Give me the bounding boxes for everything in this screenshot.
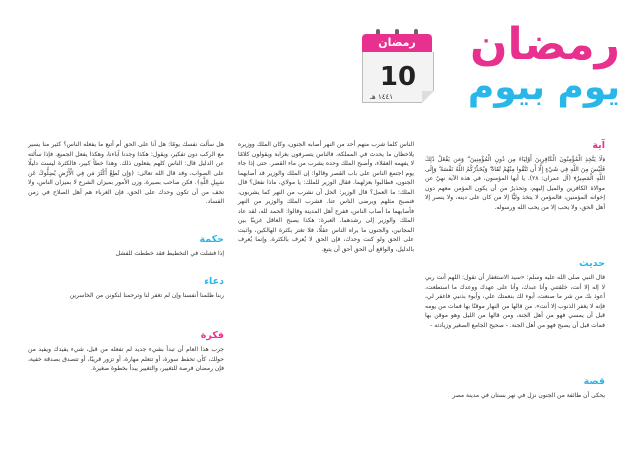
idea-text: جرب هذا العام أن تبدأ بشيء جديد لم تفعله من قبل، شيء يفيدك ويفيد من حولك، كأن تحفظ سورة، أو تتعلم مهارة، أو تزور قريبًا، أو تتصدق بصدقة خفية، فإن رمضان فرصة للتغيير، والتغيير يبدأ بخطوة صغيرة. [28,346,224,372]
hadith-title: حديث [579,258,605,269]
story-text-continued: الناس كلما شرب منهم أحد من النهر أصابه الجنون، وكان الملك ووزيره يلاحظان ما يحدث في المملكة، فالناس يتصرفون بغرابة ويقولون كلامًا لا يفهمه العقلاء، وأصبح الملك وحده يشرب من ماء القصر. حتى إذا جاء يوم اجتمع الناس على باب القصر وقالوا: إن الملك والوزير قد أصابهما الجنون، فطالبوا بعزلهما. فقال الوزير للملك: يا مولاي، ماذا نفعل؟ قال الملك: ما العمل؟ قال الوزير: الحل أن نشرب من النهر كما يشربون، فنصبح مثلهم ويرضى الناس عنا. فشرب الملك والوزير من النهر فأصابهما ما أصاب الناس، ففرح أهل المدينة وقالوا: الحمد لله، لقد عاد الملك والوزير إلى رشدهما. العبرة: هكذا يصبح العاقل غريبًا بين المجانين، والجنون ما يراه الناس عقلًا، فلا تغتر بكثرة الهالكين، واثبت على الحق ولو كنت وحدك، فإن الحق لا يُعرف بالكثرة، وإنما يُعرف بالدليل، والواقع أن الحق أحق أن يتبع. [238,141,414,253]
header-title: رمضان [469,19,620,70]
calendar-label: رمضان [362,34,432,52]
header-subtitle: يوم بيوم [467,67,620,108]
dua-text: ربنا ظلمنا أنفسنا وإن لم تغفر لنا وترحمنا لنكونن من الخاسرين [69,292,224,299]
wisdom-text: إذا فشلت في التخطيط فقد خططت للفشل [115,250,224,257]
ayah-text: ﴿لَا يَتَّخِذِ الْمُؤْمِنُونَ الْكَافِرِينَ أَوْلِيَاءَ مِن دُونِ الْمُؤْمِنِينَ ۖ وَمَن يَفْعَلْ ذَٰلِكَ فَلَيْسَ مِنَ اللَّهِ فِي شَيْءٍ إِلَّا أَن تَتَّقُوا مِنْهُمْ تُقَاةً ۗ وَيُحَذِّرُكُمُ اللَّهُ نَفْسَهُ ۗ وَإِلَى اللَّهِ الْمَصِيرُ﴾ (آل عمران: ٢٨). يا أيها المؤمنون، في هذه الآية نهيٌ عن موالاة الكافرين والميل إليهم، وتحذيرٌ من أن يكون المؤمن معهم دون إخوانه المؤمنين، فالمؤمن لا يتخذ وليًّا إلا من كان على دينه، ولا ينصر إلا أهل الحق، ولا يحب إلا من يحب الله ورسوله. [425,156,605,211]
calendar-day: 10 [379,62,417,92]
calendar-icon [362,34,432,100]
story-text-start: يحكى أن طائفة من الجنون نزل في نهر بستان في مدينة مصر [452,392,605,399]
wisdom-title: حكمة [199,234,224,245]
idea-title: فكرة [200,330,224,341]
page-curl-icon [422,91,434,103]
story-title: قصة [583,376,605,387]
middle-column [238,140,414,254]
hadith-text: قال النبي صلى الله عليه وسلم: «سيد الاستغفار أن تقول: اللهم أنت ربي لا إله إلا أنت، خلقتني وأنا عبدك، وأنا على عهدك ووعدك ما استطعت، أعوذ بك من شر ما صنعت، أبوء لك بنعمتك علي، وأبوء بذنبي فاغفر لي، فإنه لا يغفر الذنوب إلا أنت». من قالها من النهار موقنًا بها فمات من يومه قبل أن يمسي فهو من أهل الجنة، ومن قالها من الليل وهو موقن بها فمات قبل أن يصبح فهو من أهل الجنة. - صحيح الجامع الصغير وزيادته - [425,274,605,329]
dua-title: دعاء [204,276,224,287]
hijri-year: ١٤٤١ هـ [370,93,394,101]
ayah-title: آية [592,140,605,151]
intro-text: هل سألت نفسك يومًا: هل أنا على الحق أم أتبع ما يفعله الناس؟ كثير منا يسير مع الركب دون تفكير، ويقول: هكذا وجدنا آباءنا، وهكذا يفعل الجميع. فإذا سألته عن الدليل قال: الناس كلهم يفعلون ذلك. وهذا خطأ كبير، فالكثرة ليست دليلًا على الصواب، وقد قال الله تعالى: ﴿وَإِن تُطِعْ أَكْثَرَ مَن فِي الْأَرْضِ يُضِلُّوكَ عَن سَبِيلِ اللَّهِ﴾. فكن صاحب بصيرة، وزن الأمور بميزان الشرع لا بميزان الناس، ولا تخف من أن تكون وحدك على الحق، فإن الغرباء هم أهل الصلاح في زمن الفساد. [28,141,224,205]
